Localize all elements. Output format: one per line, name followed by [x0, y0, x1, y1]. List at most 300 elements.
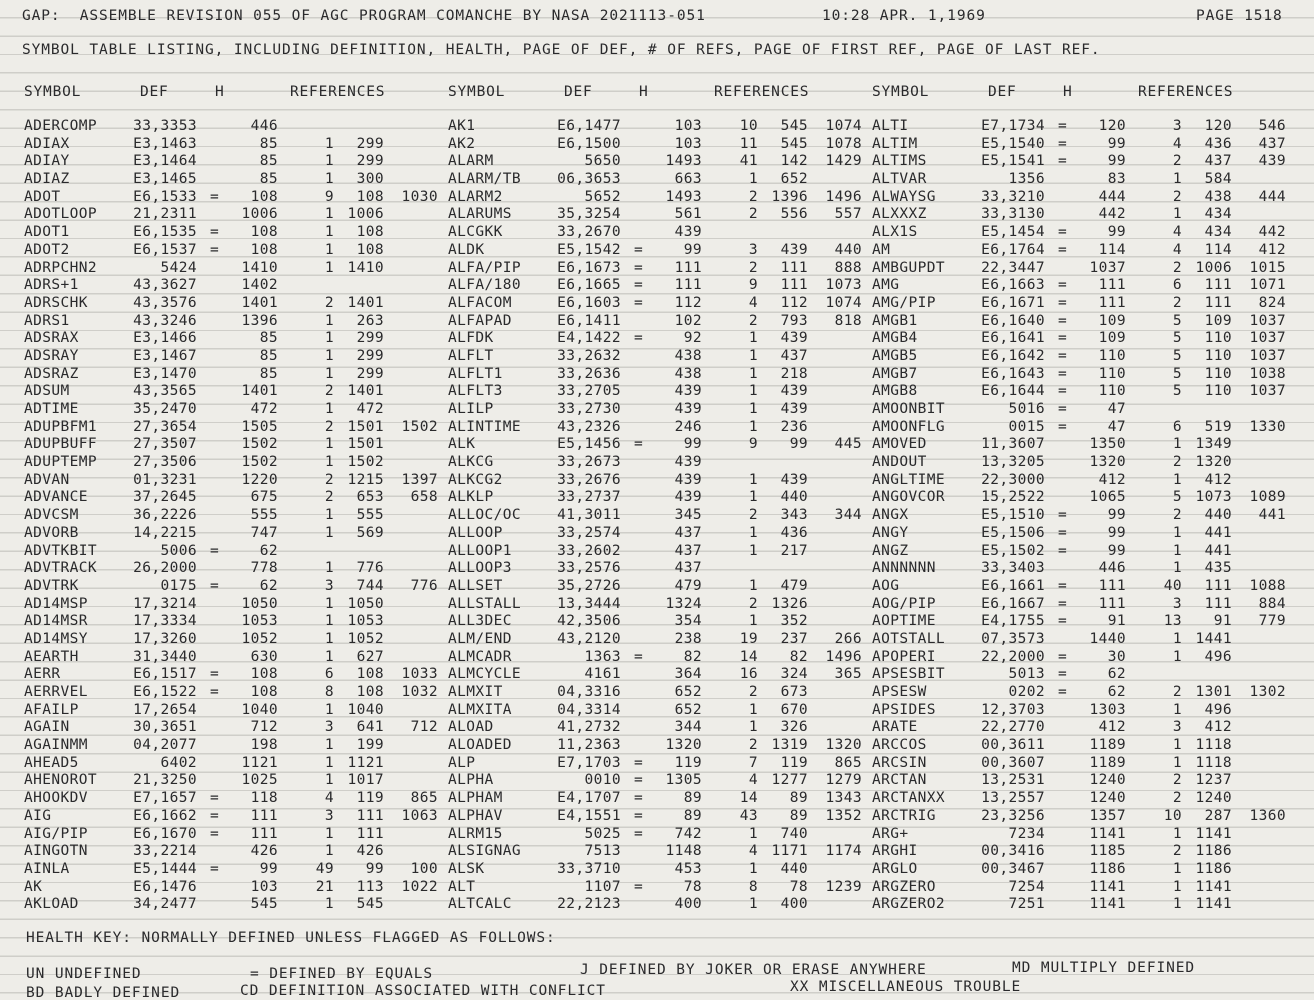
cell-refcount: 3 [324, 577, 334, 594]
cell-health: = [1058, 365, 1068, 382]
cell-refcount: 1 [324, 507, 334, 524]
cell-health: = [1058, 347, 1068, 364]
cell-def: 33,2676 [557, 471, 621, 488]
cell-refcount: 2 [748, 312, 758, 329]
table-row [0, 684, 1314, 702]
cell-symbol: ANGOVCOR [872, 489, 946, 506]
cell-symbol: ADSRAX [24, 330, 79, 347]
cell-first-ref: 1050 [347, 595, 384, 612]
cell-first-ref: 1006 [347, 206, 384, 223]
cell-health: = [1058, 383, 1068, 400]
cell-first-ref: 299 [356, 365, 384, 382]
table-row [0, 153, 1314, 171]
cell-symbol: ANGY [872, 524, 909, 541]
cell-symbol: AHOOKDV [24, 790, 88, 807]
cell-page: 78 [683, 878, 702, 895]
cell-page: 1493 [665, 188, 702, 205]
cell-refcount: 1 [1172, 630, 1182, 647]
cell-refcount: 1 [748, 347, 758, 364]
cell-refcount: 2 [324, 471, 334, 488]
cell-first-ref: 1186 [1195, 843, 1232, 860]
cell-def: 04,2077 [133, 737, 197, 754]
table-row [0, 560, 1314, 578]
cell-first-ref: 1118 [1195, 737, 1232, 754]
cell-refcount: 1 [748, 719, 758, 736]
cell-def: 5652 [584, 188, 621, 205]
cell-def: 17,3334 [133, 613, 197, 630]
cell-page: 108 [250, 224, 278, 241]
column-header-def: DEF [988, 84, 1017, 100]
cell-symbol: AEARTH [24, 648, 79, 665]
cell-first-ref: 438 [1204, 188, 1232, 205]
cell-refcount: 1 [324, 365, 334, 382]
cell-page: 109 [1098, 312, 1126, 329]
cell-def: 27,3654 [133, 418, 197, 435]
cell-def: 7254 [1008, 878, 1045, 895]
cell-symbol: ADIAY [24, 153, 70, 170]
cell-first-ref: 199 [356, 737, 384, 754]
cell-symbol: AMGB5 [872, 347, 918, 364]
cell-refcount: 2 [324, 418, 334, 435]
table-row [0, 136, 1314, 154]
cell-refcount: 1 [1172, 560, 1182, 577]
cell-symbol: ALK [448, 436, 476, 453]
column-header-health: H [215, 84, 225, 100]
cell-symbol: ALCGKK [448, 224, 503, 241]
cell-def: 21,2311 [133, 206, 197, 223]
cell-first-ref: 1052 [347, 630, 384, 647]
cell-first-ref: 1349 [1195, 436, 1232, 453]
cell-symbol: ALWAYSG [872, 188, 936, 205]
cell-page: 99 [1107, 224, 1126, 241]
cell-last-ref: 440 [834, 241, 862, 258]
cell-last-ref: 444 [1258, 188, 1286, 205]
cell-first-ref: 111 [356, 825, 384, 842]
cell-refcount: 1 [748, 701, 758, 718]
table-row [0, 578, 1314, 596]
cell-def: 33,2670 [557, 224, 621, 241]
cell-refcount: 4 [1172, 135, 1182, 152]
cell-refcount: 1 [1172, 878, 1182, 895]
cell-symbol: ADRS1 [24, 312, 70, 329]
cell-first-ref: 1301 [1195, 684, 1232, 700]
cell-symbol: APSESW [872, 684, 927, 700]
cell-refcount: 5 [1172, 312, 1182, 329]
cell-page: 1220 [241, 471, 278, 488]
cell-first-ref: 110 [1204, 347, 1232, 364]
cell-symbol: ADTIME [24, 401, 79, 417]
cell-symbol: ALL3DEC [448, 613, 512, 630]
cell-page: 1189 [1089, 754, 1126, 771]
cell-last-ref: 865 [834, 754, 862, 771]
cell-def: E6,1663 [981, 277, 1045, 294]
cell-first-ref: 111 [1204, 277, 1232, 294]
cell-symbol: ALLOC/OC [448, 507, 522, 524]
cell-def: 43,3627 [133, 277, 197, 294]
cell-def: 5424 [160, 259, 197, 276]
cell-page: 412 [1098, 719, 1126, 736]
cell-refcount: 6 [1172, 277, 1182, 294]
cell-def: E6,1517 [133, 666, 197, 683]
cell-refcount: 1 [748, 896, 758, 913]
cell-page: 99 [1107, 135, 1126, 152]
cell-page: 82 [683, 648, 702, 665]
cell-page: 1006 [241, 206, 278, 223]
cell-refcount: 2 [1172, 684, 1182, 700]
cell-symbol: ALLSET [448, 577, 503, 594]
table-row [0, 472, 1314, 490]
cell-page: 438 [674, 365, 702, 382]
cell-page: 99 [259, 860, 278, 877]
cell-last-ref: 439 [1258, 153, 1286, 170]
cell-refcount: 3 [1172, 595, 1182, 612]
cell-first-ref: 108 [356, 224, 384, 241]
cell-def: 22,2770 [981, 719, 1045, 736]
cell-symbol: ANGX [872, 507, 909, 524]
cell-def: 1356 [1008, 171, 1045, 188]
table-row [0, 401, 1314, 419]
cell-first-ref: 439 [780, 330, 808, 347]
cell-symbol: ALTI [872, 118, 909, 134]
cell-health: = [1058, 294, 1068, 311]
cell-symbol: AMGB4 [872, 330, 918, 347]
cell-refcount: 4 [748, 294, 758, 311]
table-row [0, 224, 1314, 242]
cell-health: = [634, 754, 644, 771]
cell-def: 33,2576 [557, 560, 621, 577]
cell-def: 36,2226 [133, 507, 197, 524]
cell-symbol: ALDK [448, 241, 485, 258]
cell-def: 13,2531 [981, 772, 1045, 789]
table-row [0, 808, 1314, 826]
cell-def: 13,3444 [557, 595, 621, 612]
cell-page: 1040 [241, 701, 278, 718]
cell-def: E6,1667 [981, 595, 1045, 612]
cell-page: 437 [674, 524, 702, 541]
cell-refcount: 1 [1172, 737, 1182, 754]
cell-first-ref: 111 [780, 259, 808, 276]
cell-symbol: ALMCADR [448, 648, 512, 665]
cell-page: 1401 [241, 294, 278, 311]
cell-page: 1493 [665, 153, 702, 170]
cell-def: 04,3316 [557, 684, 621, 700]
cell-def: E6,1533 [133, 188, 197, 205]
cell-page: 778 [250, 560, 278, 577]
cell-first-ref: 439 [780, 401, 808, 417]
cell-page: 446 [250, 118, 278, 134]
cell-def: E5,1444 [133, 860, 197, 877]
cell-refcount: 9 [748, 436, 758, 453]
cell-def: 41,2732 [557, 719, 621, 736]
cell-symbol: ALX1S [872, 224, 918, 241]
cell-last-ref: 1037 [1249, 383, 1286, 400]
column-header-def: DEF [564, 84, 593, 100]
cell-first-ref: 1240 [1195, 790, 1232, 807]
table-row [0, 737, 1314, 755]
cell-symbol: ALLOOP1 [448, 542, 512, 559]
cell-first-ref: 670 [780, 701, 808, 718]
cell-def: E6,1671 [981, 294, 1045, 311]
cell-first-ref: 400 [780, 896, 808, 913]
cell-symbol: ALFA/180 [448, 277, 522, 294]
cell-refcount: 1 [1172, 436, 1182, 453]
cell-last-ref: 1089 [1249, 489, 1286, 506]
cell-symbol: ALFAPAD [448, 312, 512, 329]
cell-first-ref: 110 [1204, 365, 1232, 382]
cell-def: 22,2000 [981, 648, 1045, 665]
cell-page: 400 [674, 896, 702, 913]
cell-symbol: ALKCG2 [448, 471, 503, 488]
cell-page: 555 [250, 507, 278, 524]
cell-health: = [1058, 418, 1068, 435]
cell-first-ref: 108 [356, 684, 384, 700]
cell-def: E6,1603 [557, 294, 621, 311]
cell-def: 35,2726 [557, 577, 621, 594]
cell-first-ref: 110 [1204, 330, 1232, 347]
column-header-references: REFERENCES [290, 84, 386, 100]
cell-def: E6,1522 [133, 684, 197, 700]
cell-refcount: 3 [324, 719, 334, 736]
health-key-equals: = DEFINED BY EQUALS [250, 966, 433, 982]
cell-page: 652 [674, 701, 702, 718]
cell-health: = [1058, 224, 1068, 241]
cell-def: 14,2215 [133, 524, 197, 541]
cell-symbol: ARG+ [872, 825, 909, 842]
cell-page: 545 [250, 896, 278, 913]
cell-refcount: 1 [748, 365, 758, 382]
cell-first-ref: 1396 [771, 188, 808, 205]
cell-health: = [1058, 277, 1068, 294]
cell-page: 1324 [665, 595, 702, 612]
cell-def: 42,3506 [557, 613, 621, 630]
cell-first-ref: 439 [780, 241, 808, 258]
cell-symbol: AD14MSP [24, 595, 88, 612]
cell-symbol: ALRM15 [448, 825, 503, 842]
cell-last-ref: 1037 [1249, 330, 1286, 347]
cell-page: 62 [1107, 684, 1126, 700]
cell-page: 479 [674, 577, 702, 594]
cell-first-ref: 1320 [1195, 454, 1232, 471]
cell-page: 47 [1107, 401, 1126, 417]
cell-page: 62 [1107, 666, 1126, 683]
cell-def: E6,1535 [133, 224, 197, 241]
cell-first-ref: 1040 [347, 701, 384, 718]
cell-symbol: ADVTKBIT [24, 542, 98, 559]
cell-symbol: AGAIN [24, 719, 70, 736]
column-header-symbol: SYMBOL [872, 84, 930, 100]
cell-symbol: AHEAD5 [24, 754, 79, 771]
column-header-health: H [1063, 84, 1073, 100]
cell-refcount: 1 [1172, 754, 1182, 771]
cell-first-ref: 472 [356, 401, 384, 417]
cell-def: E5,1454 [981, 224, 1045, 241]
cell-symbol: AINGOTN [24, 843, 88, 860]
cell-health: = [1058, 312, 1068, 329]
cell-first-ref: 673 [780, 684, 808, 700]
cell-def: E6,1665 [557, 277, 621, 294]
cell-def: E6,1643 [981, 365, 1045, 382]
cell-last-ref: 1022 [401, 878, 438, 895]
cell-refcount: 4 [1172, 224, 1182, 241]
cell-def: 43,3565 [133, 383, 197, 400]
cell-def: 31,3440 [133, 648, 197, 665]
cell-first-ref: 653 [356, 489, 384, 506]
cell-first-ref: 237 [780, 630, 808, 647]
cell-page: 364 [674, 666, 702, 683]
cell-def: 11,3607 [981, 436, 1045, 453]
cell-symbol: AOG [872, 577, 900, 594]
cell-last-ref: 1397 [401, 471, 438, 488]
cell-symbol: ALT [448, 878, 476, 895]
cell-symbol: ALPHA [448, 772, 494, 789]
cell-refcount: 4 [324, 790, 334, 807]
cell-last-ref: 344 [834, 507, 862, 524]
cell-refcount: 1 [748, 860, 758, 877]
cell-refcount: 9 [324, 188, 334, 205]
cell-last-ref: 1330 [1249, 418, 1286, 435]
cell-first-ref: 236 [780, 418, 808, 435]
health-key-title: HEALTH KEY: NORMALLY DEFINED UNLESS FLAGGED AS FOLLOWS: [26, 930, 556, 946]
cell-page: 652 [674, 684, 702, 700]
cell-last-ref: 1078 [825, 135, 862, 152]
cell-page: 439 [674, 489, 702, 506]
cell-first-ref: 326 [780, 719, 808, 736]
table-row [0, 772, 1314, 790]
cell-refcount: 1 [324, 436, 334, 453]
cell-first-ref: 545 [356, 896, 384, 913]
cell-refcount: 1 [1172, 896, 1182, 913]
cell-health: = [634, 330, 644, 347]
cell-symbol: AD14MSY [24, 630, 88, 647]
cell-def: 00,3607 [981, 754, 1045, 771]
cell-last-ref: 1320 [825, 737, 862, 754]
cell-health: = [634, 277, 644, 294]
cell-first-ref: 111 [356, 807, 384, 824]
cell-symbol: ALTVAR [872, 171, 927, 188]
cell-def: 6402 [160, 754, 197, 771]
cell-last-ref: 1073 [825, 277, 862, 294]
cell-def: 13,3205 [981, 454, 1045, 471]
cell-page: 439 [674, 454, 702, 471]
cell-def: 41,3011 [557, 507, 621, 524]
cell-last-ref: 1352 [825, 807, 862, 824]
cell-health: = [634, 790, 644, 807]
cell-first-ref: 744 [356, 577, 384, 594]
cell-first-ref: 426 [356, 843, 384, 860]
cell-def: 17,2654 [133, 701, 197, 718]
cell-page: 62 [259, 577, 278, 594]
cell-def: E3,1466 [133, 330, 197, 347]
cell-def: 17,3260 [133, 630, 197, 647]
table-row [0, 843, 1314, 861]
cell-symbol: ALLSTALL [448, 595, 522, 612]
cell-symbol: ADOT2 [24, 241, 70, 258]
column-header-symbol: SYMBOL [448, 84, 506, 100]
cell-def: 33,3130 [981, 206, 1045, 223]
health-key-undefined: UN UNDEFINED [26, 966, 142, 982]
cell-last-ref: 1071 [1249, 277, 1286, 294]
cell-symbol: ADUPTEMP [24, 454, 98, 471]
cell-page: 62 [259, 542, 278, 559]
cell-refcount: 1 [324, 560, 334, 577]
cell-page: 85 [259, 347, 278, 364]
cell-first-ref: 793 [780, 312, 808, 329]
cell-def: 35,3254 [557, 206, 621, 223]
cell-refcount: 14 [739, 790, 758, 807]
cell-page: 472 [250, 401, 278, 417]
cell-def: E6,1477 [557, 118, 621, 134]
cell-page: 111 [1098, 577, 1126, 594]
cell-symbol: ALMCYCLE [448, 666, 522, 683]
cell-page: 111 [250, 825, 278, 842]
cell-page: 1050 [241, 595, 278, 612]
cell-page: 109 [1098, 330, 1126, 347]
cell-page: 99 [683, 241, 702, 258]
cell-def: E5,1456 [557, 436, 621, 453]
cell-def: 23,3256 [981, 807, 1045, 824]
cell-def: 33,2730 [557, 401, 621, 417]
cell-symbol: ALARUMS [448, 206, 512, 223]
cell-refcount: 1 [324, 171, 334, 188]
cell-refcount: 2 [748, 684, 758, 700]
cell-health: = [1058, 666, 1068, 683]
cell-symbol: ADOT1 [24, 224, 70, 241]
cell-health: = [210, 224, 220, 241]
cell-def: E4,1755 [981, 613, 1045, 630]
cell-health: = [1058, 401, 1068, 417]
cell-refcount: 43 [739, 807, 758, 824]
cell-symbol: ARATE [872, 719, 918, 736]
cell-first-ref: 439 [780, 383, 808, 400]
cell-refcount: 8 [324, 684, 334, 700]
cell-last-ref: 442 [1258, 224, 1286, 241]
cell-symbol: AMBGUPDT [872, 259, 946, 276]
cell-first-ref: 114 [1204, 241, 1232, 258]
cell-health: = [634, 878, 644, 895]
cell-def: 33,3353 [133, 118, 197, 134]
cell-page: 344 [674, 719, 702, 736]
cell-def: 26,2000 [133, 560, 197, 577]
cell-def: E6,1537 [133, 241, 197, 258]
cell-symbol: ARGLO [872, 860, 918, 877]
cell-first-ref: 437 [780, 347, 808, 364]
cell-symbol: ADOTLOOP [24, 206, 98, 223]
cell-symbol: ALOAD [448, 719, 494, 736]
cell-page: 1240 [1089, 790, 1126, 807]
cell-def: E5,1540 [981, 135, 1045, 152]
cell-first-ref: 440 [1204, 507, 1232, 524]
cell-refcount: 4 [748, 772, 758, 789]
cell-def: 37,2645 [133, 489, 197, 506]
cell-refcount: 1 [324, 595, 334, 612]
cell-page: 99 [1107, 542, 1126, 559]
cell-symbol: ADERCOMP [24, 118, 98, 134]
column-header-health: H [639, 84, 649, 100]
cell-page: 111 [1098, 294, 1126, 311]
cell-def: 27,3506 [133, 454, 197, 471]
cell-first-ref: 1141 [1195, 825, 1232, 842]
cell-page: 426 [250, 843, 278, 860]
cell-refcount: 1 [324, 312, 334, 329]
cell-health: = [1058, 135, 1068, 152]
cell-def: E6,1662 [133, 807, 197, 824]
cell-refcount: 5 [1172, 489, 1182, 506]
cell-page: 439 [674, 401, 702, 417]
cell-def: 33,3210 [981, 188, 1045, 205]
cell-refcount: 2 [324, 489, 334, 506]
cell-page: 91 [1107, 613, 1126, 630]
cell-first-ref: 299 [356, 330, 384, 347]
